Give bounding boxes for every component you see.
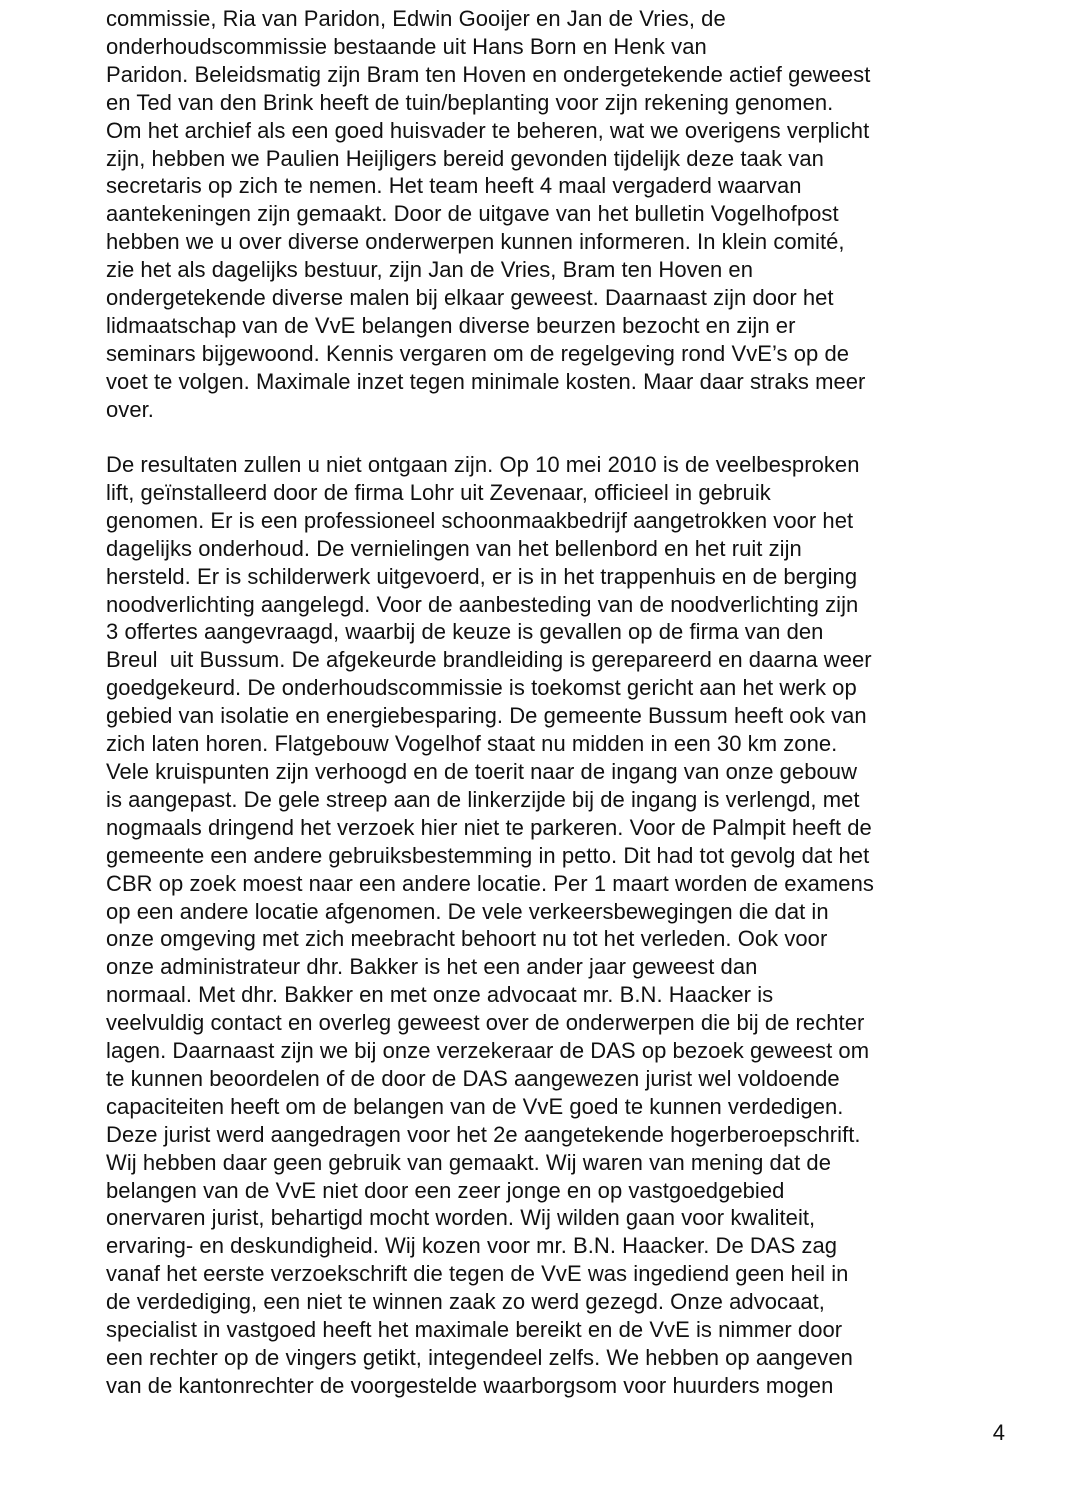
text-line: commissie, Ria van Paridon, Edwin Gooijer en Jan de Vries, de <box>106 6 726 31</box>
text-line: secretaris op zich te nemen. Het team heeft 4 maal vergaderd waarvan <box>106 173 802 199</box>
text-line: gemeente een andere gebruiksbestemming in petto. Dit had tot gevolg dat het <box>106 842 870 868</box>
text-line: en Ted van den Brink heeft de tuin/beplanting voor zijn rekening genomen. <box>106 89 834 115</box>
text-line: zijn, hebben we Paulien Heijligers bereid gevonden tijdelijk deze taak van <box>106 145 824 171</box>
text-line: hersteld. Er is schilderwerk uitgevoerd, er is in het trappenhuis en de berging <box>106 563 858 589</box>
text-line: vanaf het eerste verzoekschrift die tegen de VvE was ingediend geen heil in <box>106 1261 849 1287</box>
text-line: zie het als dagelijks bestuur, zijn Jan de Vries, Bram ten Hoven en <box>106 257 753 283</box>
paragraph-results <box>106 451 1026 1400</box>
page-number: 4 <box>992 1420 1005 1445</box>
text-line: zich laten horen. Flatgebouw Vogelhof staat nu midden in een 30 km zone. <box>106 731 838 757</box>
text-line: ervaring- en deskundigheid. Wij kozen voor mr. B.N. Haacker. De DAS zag <box>106 1233 838 1259</box>
text-line: ondergetekende diverse malen bij elkaar geweest. Daarnaast zijn door het <box>106 285 834 311</box>
text-line: onze administrateur dhr. Bakker is het een ander jaar geweest dan <box>106 954 758 980</box>
text-line: onervaren jurist, behartigd mocht worden. Wij wilden gaan voor kwaliteit, <box>106 1205 816 1231</box>
text-line: veelvuldig contact en overleg geweest over de onderwerpen die bij de rechter <box>106 1010 865 1036</box>
text-line: noodverlichting aangelegd. Voor de aanbesteding van de noodverlichting zijn <box>106 591 859 617</box>
text-line: 3 offertes aangevraagd, waarbij de keuze is gevallen op de firma van den <box>106 619 824 645</box>
text-line: hebben we u over diverse onderwerpen kunnen informeren. In klein comité, <box>106 229 845 255</box>
text-line: CBR op zoek moest naar een andere locatie. Per 1 maart worden de examens <box>106 870 874 896</box>
text-line: lagen. Daarnaast zijn we bij onze verzekeraar de DAS op bezoek geweest om <box>106 1038 870 1064</box>
text-line: aantekeningen zijn gemaakt. Door de uitgave van het bulletin Vogelhofpost <box>106 201 839 227</box>
text-line: lidmaatschap van de VvE belangen diverse beurzen bezocht en zijn er <box>106 312 796 338</box>
text-line: over. <box>106 396 154 422</box>
text-line: nogmaals dringend het verzoek hier niet te parkeren. Voor de Palmpit heeft de <box>106 814 872 840</box>
text-line: specialist in vastgoed heeft het maximale bereikt en de VvE is nimmer door <box>106 1317 843 1343</box>
text-line: Paridon. Beleidsmatig zijn Bram ten Hoven en ondergetekende actief geweest <box>106 61 871 87</box>
text-line: capaciteiten heeft om de belangen van de VvE goed te kunnen verdedigen. <box>106 1093 844 1119</box>
text-line: Wij hebben daar geen gebruik van gemaakt. Wij waren van mening dat de <box>106 1149 831 1175</box>
text-line: onderhoudscommissie bestaande uit Hans Born en Henk van <box>106 33 707 59</box>
text-line: Om het archief als een goed huisvader te beheren, wat we overigens verplicht <box>106 117 870 143</box>
text-line: lift, geïnstalleerd door de firma Lohr uit Zevenaar, officieel in gebruik <box>106 479 771 505</box>
paragraph-team-activities <box>106 5 1026 424</box>
text-line: van de kantonrechter de voorgestelde waarborgsom voor huurders mogen <box>106 1372 834 1398</box>
text-line: Deze jurist werd aangedragen voor het 2e aangetekende hogerberoepschrift. <box>106 1121 861 1147</box>
text-line: onze omgeving met zich meebracht behoort nu tot het verleden. Ook voor <box>106 926 828 952</box>
text-line: te kunnen beoordelen of de door de DAS aangewezen jurist wel voldoende <box>106 1065 840 1091</box>
text-line: is aangepast. De gele streep aan de linkerzijde bij de ingang is verlengd, met <box>106 786 860 812</box>
text-line: Vele kruispunten zijn verhoogd en de toerit naar de ingang van onze gebouw <box>106 758 858 784</box>
text-line: belangen van de VvE niet door een zeer jonge en op vastgoedgebied <box>106 1177 785 1203</box>
text-line: seminars bijgewoond. Kennis vergaren om de regelgeving rond VvE’s op de <box>106 340 850 366</box>
text-line: de verdediging, een niet te winnen zaak zo werd gezegd. Onze advocaat, <box>106 1289 825 1315</box>
text-line: goedgekeurd. De onderhoudscommissie is toekomst gericht aan het werk op <box>106 675 857 701</box>
text-line: een rechter op de vingers getikt, integendeel zelfs. We hebben op aangeven <box>106 1345 853 1370</box>
text-line: dagelijks onderhoud. De vernielingen van het bellenbord en het ruit zijn <box>106 535 802 561</box>
text-line: De resultaten zullen u niet ontgaan zijn. Op 10 mei 2010 is de veelbesproken <box>106 452 860 477</box>
text-line: voet te volgen. Maximale inzet tegen minimale kosten. Maar daar straks meer <box>106 368 866 394</box>
text-line: genomen. Er is een professioneel schoonmaakbedrijf aangetrokken voor het <box>106 507 854 533</box>
text-line: op een andere locatie afgenomen. De vele verkeersbewegingen die dat in <box>106 898 829 924</box>
text-line: Breul uit Bussum. De afgekeurde brandleiding is gerepareerd en daarna weer <box>106 647 872 673</box>
text-line: gebied van isolatie en energiebesparing. De gemeente Bussum heeft ook van <box>106 703 867 729</box>
text-line: normaal. Met dhr. Bakker en met onze advocaat mr. B.N. Haacker is <box>106 982 774 1008</box>
